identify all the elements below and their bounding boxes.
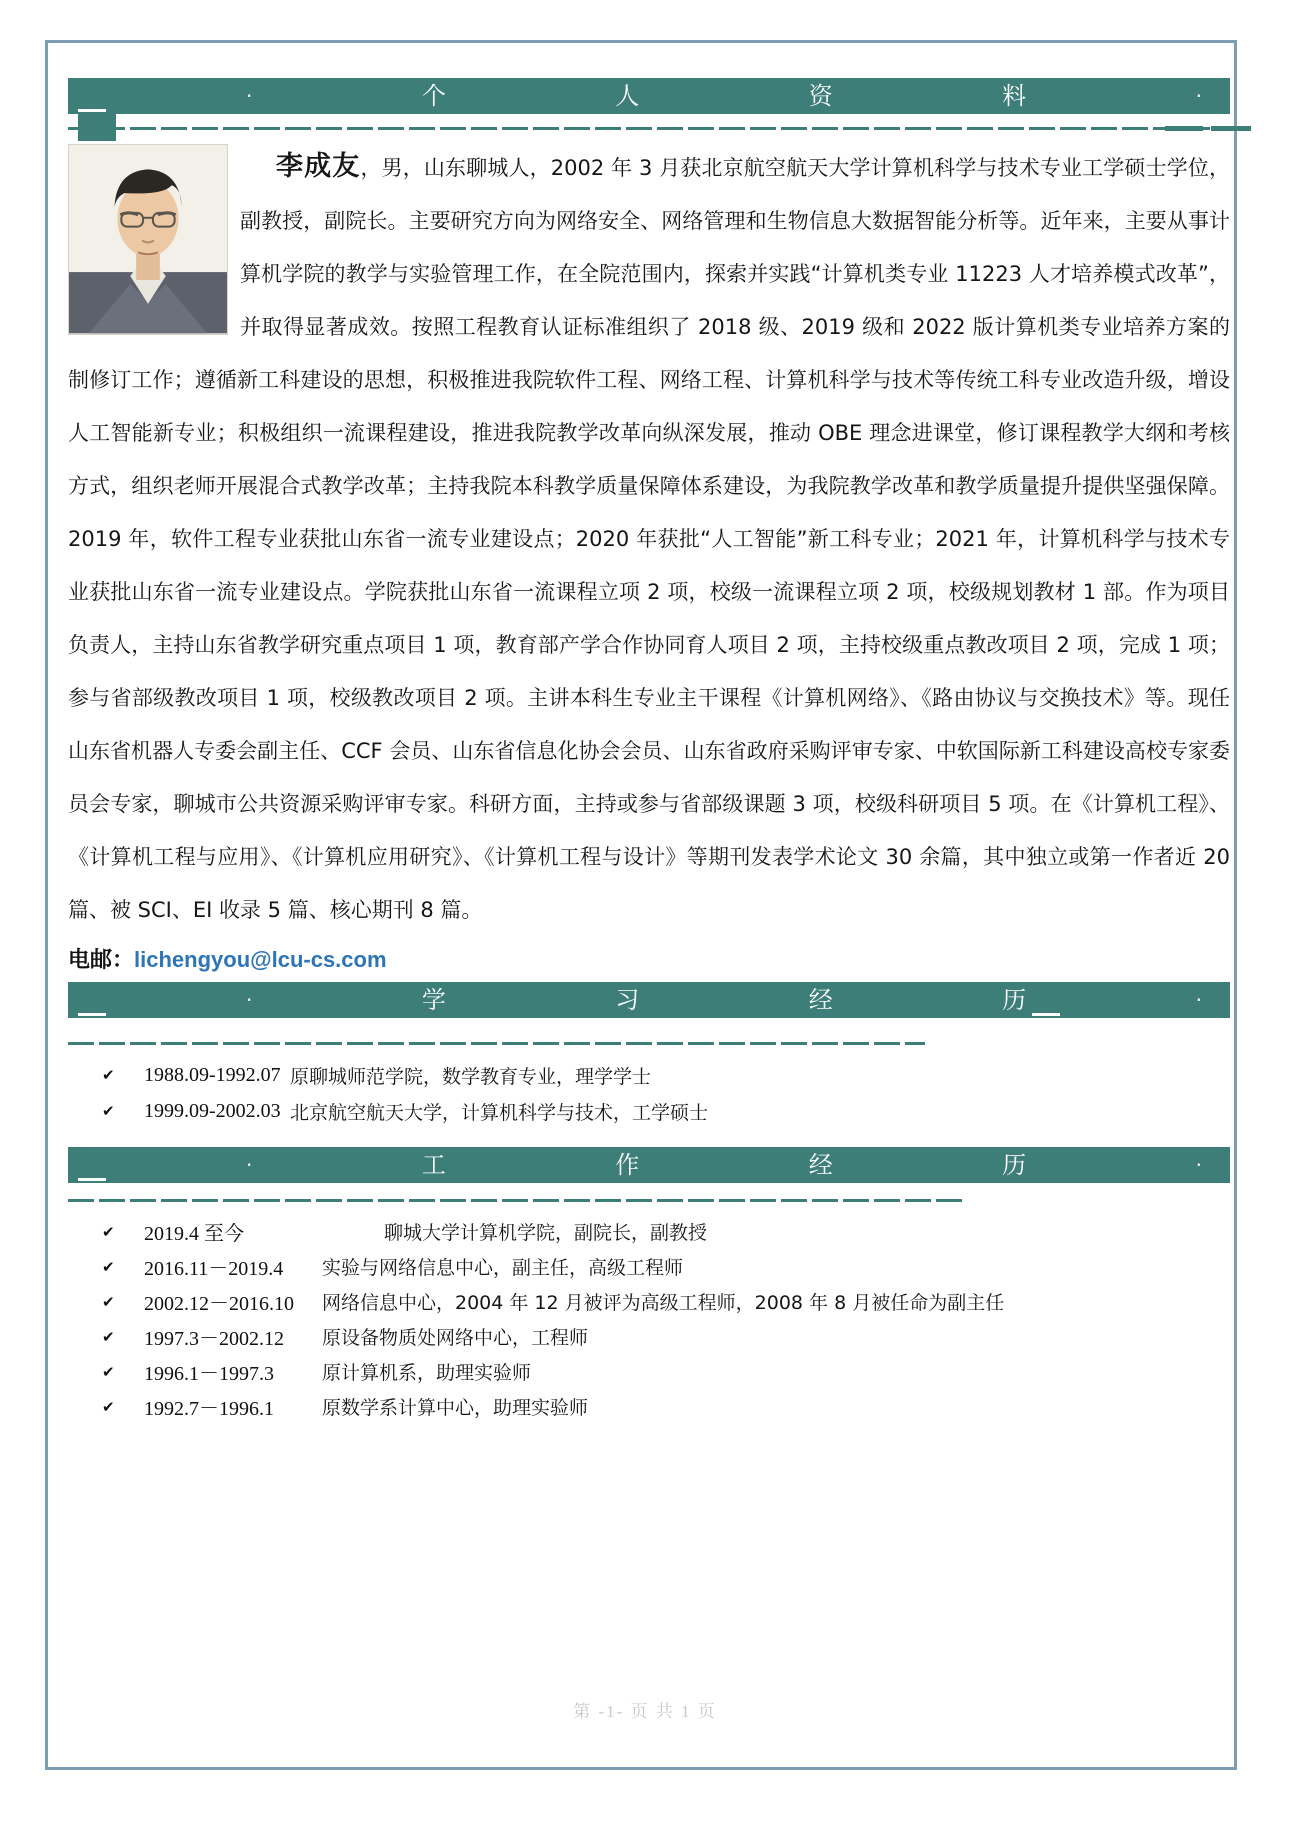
page-number-footer: 第 -1- 页 共 1 页 xyxy=(573,1702,717,1721)
band-dot-left: · xyxy=(246,988,253,1012)
band-work-char: 作 xyxy=(615,1151,640,1179)
band-work-char: 经 xyxy=(808,1151,833,1179)
education-date: 1988.09-1992.07 xyxy=(144,1063,281,1086)
work-row xyxy=(68,1389,1230,1424)
band-work-char: 历 xyxy=(1002,1151,1027,1179)
checkmark-icon: ✔ xyxy=(102,1362,115,1381)
education-row xyxy=(68,1057,1230,1093)
education-date: 1999.09-2002.03 xyxy=(144,1099,281,1122)
work-row xyxy=(68,1284,1230,1319)
checkmark-icon: ✔ xyxy=(102,1257,115,1276)
work-date: 2019.4 至今 xyxy=(144,1223,244,1245)
divider-heavy-dash xyxy=(1211,126,1251,131)
band-education-char: 习 xyxy=(615,986,640,1014)
person-name: 李成友 xyxy=(276,151,361,182)
work-date: 1996.1－1997.3 xyxy=(144,1363,274,1385)
band-dot-right: · xyxy=(1195,84,1202,108)
band-education-char: 学 xyxy=(421,986,446,1014)
dashed-divider xyxy=(68,1042,925,1045)
band-work-char: 工 xyxy=(421,1151,446,1179)
band-personal-char: 个 xyxy=(421,82,446,110)
band-underscore-mark xyxy=(1032,1013,1060,1016)
work-desc: 实验与网络信息中心，副主任，高级工程师 xyxy=(322,1257,684,1279)
checkmark-icon: ✔ xyxy=(102,1066,115,1084)
band-education-char: 经 xyxy=(808,986,833,1014)
section-band-personal xyxy=(68,78,1230,114)
band-dot-right: · xyxy=(1195,988,1202,1012)
work-row xyxy=(68,1354,1230,1389)
checkmark-icon: ✔ xyxy=(102,1222,115,1241)
dashed-divider xyxy=(68,127,1230,130)
band-underscore-mark xyxy=(78,109,106,112)
section-band-work xyxy=(68,1147,1230,1183)
section-band-education xyxy=(68,982,1230,1018)
portrait-photo xyxy=(68,144,228,335)
band-personal-char: 人 xyxy=(615,82,640,110)
profile-section xyxy=(68,140,1230,974)
band-dot-left: · xyxy=(246,84,253,108)
work-row xyxy=(68,1214,1230,1249)
work-date: 1997.3－2002.12 xyxy=(144,1328,284,1350)
work-date: 1992.7－1996.1 xyxy=(144,1398,274,1420)
work-list xyxy=(68,1214,1230,1424)
band-education-char: 历 xyxy=(1002,986,1027,1014)
work-desc: 聊城大学计算机学院，副院长，副教授 xyxy=(384,1222,708,1244)
work-desc: 原数学系计算中心，助理实验师 xyxy=(322,1397,589,1419)
band-dot-right: · xyxy=(1195,1153,1202,1177)
band-personal-char: 资 xyxy=(808,82,833,110)
band-personal-char: 料 xyxy=(1002,82,1027,110)
work-date: 2016.11－2019.4 xyxy=(144,1258,284,1280)
education-list xyxy=(68,1057,1230,1129)
band-dot-left: · xyxy=(246,1153,253,1177)
work-row xyxy=(68,1319,1230,1354)
profile-paragraph xyxy=(68,140,1230,937)
work-desc: 网络信息中心，2004 年 12 月被评为高级工程师，2008 年 8 月被任命为副主任 xyxy=(322,1292,1005,1314)
band-underscore-mark xyxy=(78,1178,106,1181)
education-row xyxy=(68,1093,1230,1129)
profile-bio-text: ，男，山东聊城人，2002 年 3 月获北京航空航天大学计算机科学与技术专业工学硕士学位，副教授，副院长。主要研究方向为网络安全、网络管理和生物信息大数据智能分析等。近年来，主要从事计算机学院的教学与实验管理工作，在全院范围内，探索并实践“计算机类专业 11223 人才培养模式改革”，并取得显著成效。按照工程教育认证标准组织了 2018 级、2019 级和 2022 版计算机类专业培养方案的制修订工作；遵循新工科建设的思想，积极推进我院软件工程、网络工程、计算机科学与技术等传统工科专业改造升级，增设人工智能新专业；积极组织一流课程建设，推进我院教学改革向纵深发展，推动 OBE 理念进课堂，修订课程教学大纲和考核方式，组织老师开展混合式教学改革；主持我院本科教学质量保障体系建设，为我院教学改革和教学质量提升提供坚强保障。2019 年，软件工程专业获批山东省一流专业建设点；2020 年获批“人工智能”新工科专业；2021 年，计算机科学与技术专业获批山东省一流专业建设点。学院获批山东省一流课程立项 2 项，校级一流课程立项 2 项，校级规划教材 1 部。作为项目负责人，主持山东省教学研究重点项目 1 项，教育部产学合作协同育人项目 2 项，主持校级重点教改项目 2 项，完成 1 项；参与省部级教改项目 1 项，校级教改项目 2 项。主讲本科生专业主干课程《计算机网络》、《路由协议与交换技术》等。现任山东省机器人专委会副主任、CCF 会员、山东省信息化协会会员、山东省政府采购评审专家、中软国际新工科建设高校专家委员会专家，聊城市公共资源采购评审专家。科研方面，主持或参与省部级课题 3 项，校级科研项目 5 项。在《计算机工程》、《计算机工程与应用》、《计算机应用研究》、《计算机工程与设计》等期刊发表学术论文 30 余篇，其中独立或第一作者近 20 篇、被 SCI、EI 收录 5 篇、核心期刊 8 篇。 xyxy=(68,156,1231,922)
divider-heavy-dash xyxy=(1165,126,1203,131)
band-underscore-mark xyxy=(78,1013,106,1016)
email-label: 电邮： xyxy=(68,948,135,973)
checkmark-icon: ✔ xyxy=(102,1292,115,1311)
work-row xyxy=(68,1249,1230,1284)
resume-content xyxy=(68,78,1230,1424)
checkmark-icon: ✔ xyxy=(102,1397,115,1416)
work-desc: 原设备物质处网络中心，工程师 xyxy=(322,1327,589,1349)
checkmark-icon: ✔ xyxy=(102,1327,115,1346)
education-desc: 北京航空航天大学，计算机科学与技术，工学硕士 xyxy=(290,1101,709,1124)
dashed-divider xyxy=(68,1199,963,1202)
work-desc: 原计算机系，助理实验师 xyxy=(322,1362,532,1384)
education-desc: 原聊城师范学院，数学教育专业，理学学士 xyxy=(290,1065,652,1088)
email-link[interactable]: lichengyou@lcu-cs.com xyxy=(134,947,387,972)
email-line xyxy=(68,943,1230,974)
work-date: 2002.12－2016.10 xyxy=(144,1293,294,1315)
checkmark-icon: ✔ xyxy=(102,1102,115,1120)
